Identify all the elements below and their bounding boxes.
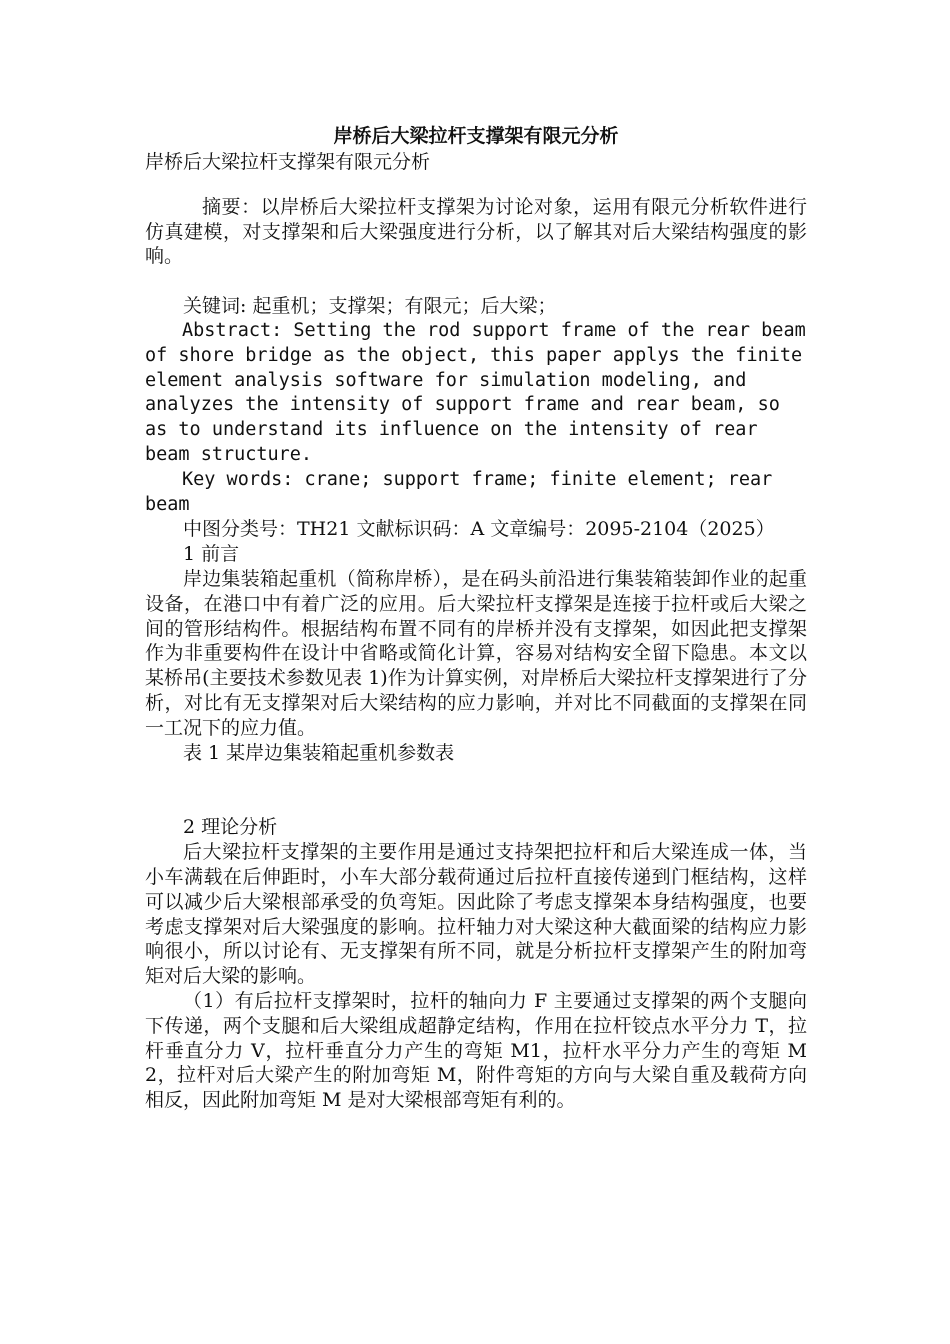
abstract-english: Abstract: Setting the rod support frame of the rear beam of shore bridge as the object, this paper applys the finite element analysis software for simulation modeling, and analyzes the intensity of support frame and rear beam, so as to understand its influence on the intensity of rear beam structure. [145, 319, 817, 465]
document-title: 岸桥后大梁拉杆支撑架有限元分析 [333, 125, 619, 147]
classification-info: 中图分类号：TH21 文献标识码：A 文章编号：2095-2104（2025） [183, 518, 775, 541]
document-subtitle: 岸桥后大梁拉杆支撑架有限元分析 [145, 151, 431, 173]
paragraph-theory-2: （1）有后拉杆支撑架时，拉杆的轴向力 F 主要通过支撑架的两个支腿向下传递，两个支腿和后大梁组成超静定结构，作用在拉杆铰点水平分力 T，拉杆垂直分力 V，拉杆垂直分力产生的弯矩 M1，拉杆水平分力产生的弯矩 M2，拉杆对后大梁产生的附加弯矩 M，附件弯矩的方向与大梁自重及载荷方向相反，因此附加弯矩 M 是对大梁根部弯矩有利的。 [145, 989, 807, 1112]
paragraph-theory-1: 后大梁拉杆支撑架的主要作用是通过支持架把拉杆和后大梁连成一体，当小车满载在后伸距时，小车大部分载荷通过后拉杆直接传递到门框结构，这样可以减少后大梁根部承受的负弯矩。因此除了考虑支撑架本身结构强度，也要考虑支撑架对后大梁强度的影响。拉杆轴力对大梁这种大截面梁的结构应力影响很小，所以讨论有、无支撑架有所不同，就是分析拉杆支撑架产生的附加弯矩对后大梁的影响。 [145, 841, 807, 988]
document-body [145, 122, 817, 1113]
paragraph-intro: 岸边集装箱起重机（简称岸桥），是在码头前沿进行集装箱装卸作业的起重设备，在港口中有着广泛的应用。后大梁拉杆支撑架是连接于拉杆或后大梁之间的管形结构件。根据结构布置不同有的岸桥并没有支撑架，如因此把支撑架作为非重要构件在设计中省略或简化计算，容易对结构安全留下隐患。本文以某桥吊(主要技术参数见表 1)作为计算实例，对岸桥后大梁拉杆支撑架进行了分析，对比有无支撑架对后大梁结构的应力影响，并对比不同截面的支撑架在同一工况下的应力值。 [145, 567, 807, 739]
keywords-english: Key words: crane; support frame; finite element; rear beam [145, 468, 784, 515]
section-heading-theory: 2 理论分析 [183, 816, 278, 839]
keywords-chinese: 关键词: 起重机；支撑架；有限元；后大梁； [183, 295, 557, 318]
abstract-chinese: 摘要：以岸桥后大梁拉杆支撑架为讨论对象，运用有限元分析软件进行仿真建模，对支撑架和后大梁强度进行分析，以了解其对后大梁结构强度的影响。 [145, 195, 807, 268]
section-heading-intro: 1 前言 [183, 543, 240, 566]
table-placeholder [145, 765, 807, 815]
table-caption: 表 1 某岸边集装箱起重机参数表 [183, 741, 455, 764]
